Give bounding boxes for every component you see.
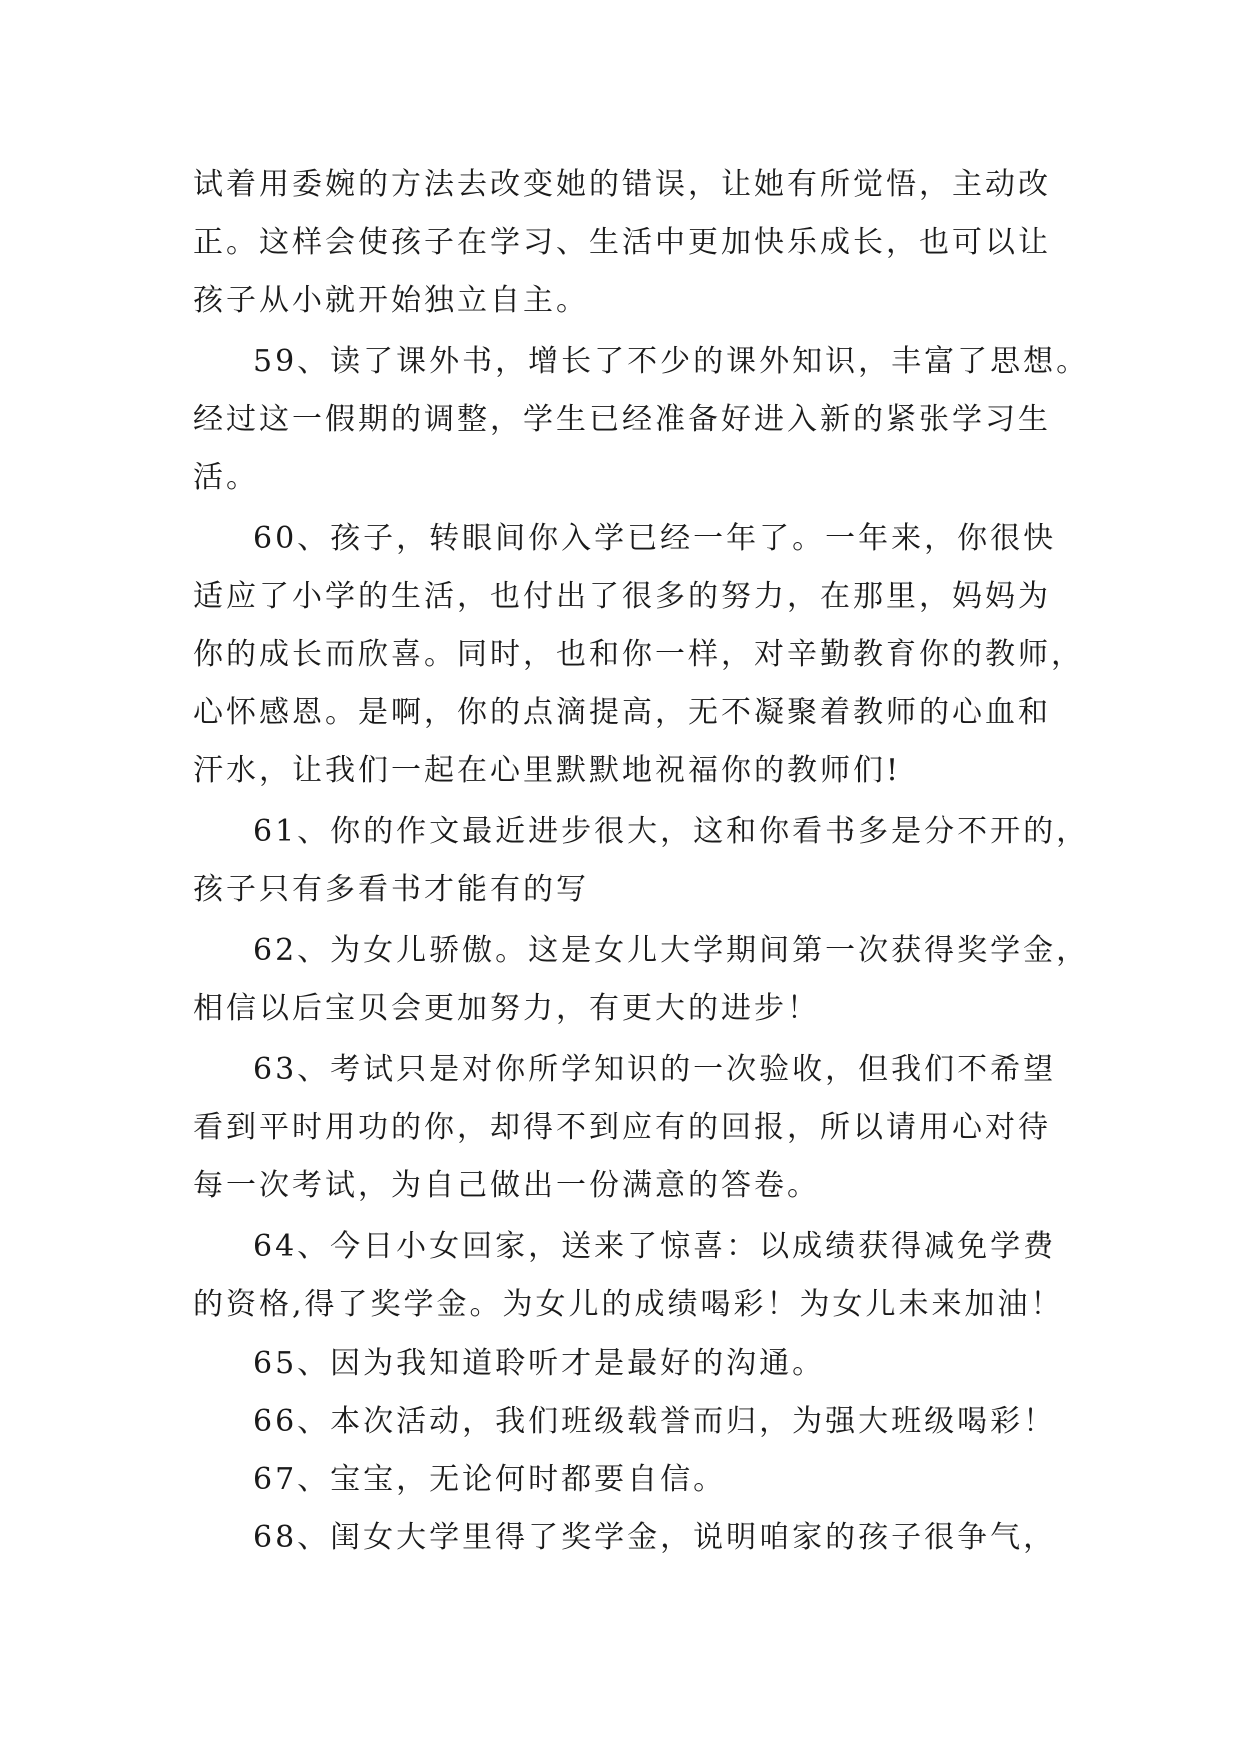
paragraph-62-line: 62、为女儿骄傲。这是女儿大学期间第一次获得奖学金， <box>253 933 1090 968</box>
text-line: 试着用委婉的方法去改变她的错误，让她有所觉悟，主动改 <box>193 167 1051 202</box>
paragraph-65-line: 65、因为我知道聆听才是最好的沟通。 <box>253 1346 826 1381</box>
text-line: 每一次考试，为自己做出一份满意的答卷。 <box>193 1168 820 1203</box>
text-line: 经过这一假期的调整，学生已经准备好进入新的紧张学习生 <box>193 402 1051 437</box>
text-line: 心怀感恩。是啊，你的点滴提高，无不凝聚着教师的心血和 <box>193 695 1051 730</box>
text-line: 孩子从小就开始独立自主。 <box>193 283 589 318</box>
text-line: 相信以后宝贝会更加努力，有更大的进步！ <box>193 991 820 1026</box>
text-line: 看到平时用功的你，却得不到应有的回报，所以请用心对待 <box>193 1110 1051 1145</box>
text-line: 活。 <box>193 460 259 495</box>
paragraph-60-line: 60、孩子，转眼间你入学已经一年了。一年来，你很快 <box>253 521 1057 556</box>
paragraph-67-line: 67、宝宝，无论何时都要自信。 <box>253 1462 727 1497</box>
paragraph-68-line: 68、闺女大学里得了奖学金，说明咱家的孩子很争气， <box>253 1520 1057 1555</box>
text-line: 孩子只有多看书才能有的写 <box>193 872 589 907</box>
paragraph-61-line: 61、你的作文最近进步很大，这和你看书多是分不开的， <box>253 814 1090 849</box>
text-line: 汗水，让我们一起在心里默默地祝福你的教师们! <box>193 753 902 788</box>
paragraph-66-line: 66、本次活动，我们班级载誉而归，为强大班级喝彩！ <box>253 1404 1057 1439</box>
paragraph-59-line: 59、读了课外书，增长了不少的课外知识，丰富了思想。 <box>253 344 1090 379</box>
text-line: 你的成长而欣喜。同时，也和你一样，对辛勤教育你的教师， <box>193 637 1084 672</box>
text-line: 正。这样会使孩子在学习、生活中更加快乐成长，也可以让 <box>193 225 1051 260</box>
text-line: 适应了小学的生活，也付出了很多的努力，在那里，妈妈为 <box>193 579 1051 614</box>
paragraph-63-line: 63、考试只是对你所学知识的一次验收，但我们不希望 <box>253 1052 1057 1087</box>
paragraph-64-line: 64、今日小女回家，送来了惊喜：以成绩获得减免学费 <box>253 1229 1057 1264</box>
text-line: 的资格,得了奖学金。为女儿的成绩喝彩！为女儿未来加油！ <box>193 1287 1064 1322</box>
